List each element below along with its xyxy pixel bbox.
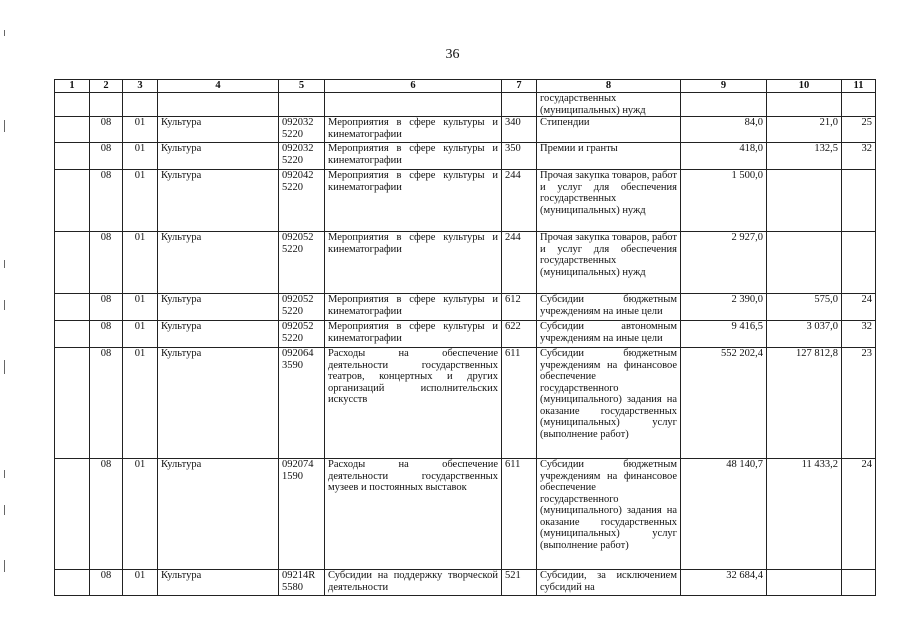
- cell-c9: 552 202,4: [681, 348, 767, 459]
- cell-c4: Культура: [158, 117, 279, 143]
- cell-c3: 01: [123, 294, 158, 321]
- cell-c8: Субсидии бюджетным учреждениям на иные цели: [537, 294, 681, 321]
- cell-c10: [767, 232, 842, 294]
- table-row: [55, 459, 876, 570]
- cell-c8: Субсидии, за исключением субсидий на: [537, 570, 681, 596]
- cell-c5: 092074 1590: [279, 459, 325, 570]
- cell-c9: 32 684,4: [681, 570, 767, 596]
- cell-c3: [123, 93, 158, 117]
- cell-c5: 092042 5220: [279, 170, 325, 232]
- cell-c7: 244: [502, 170, 537, 232]
- cell-c10: 575,0: [767, 294, 842, 321]
- cell-c1: [55, 570, 90, 596]
- cell-c8: Прочая закупка товаров, работ и услуг для обеспечения государственных (муниципальных) нужд: [537, 232, 681, 294]
- table-row: [55, 348, 876, 459]
- cell-c11: 24: [842, 459, 876, 570]
- table-row: [55, 232, 876, 294]
- cell-c5: 09214R 5580: [279, 570, 325, 596]
- cell-c9: 2 390,0: [681, 294, 767, 321]
- header-cell: 5: [279, 80, 325, 93]
- cell-c10: 21,0: [767, 117, 842, 143]
- cell-c3: 01: [123, 170, 158, 232]
- cell-c6: Мероприятия в сфере культуры и кинематографии: [325, 294, 502, 321]
- table-row: [55, 321, 876, 348]
- cell-c9: 2 927,0: [681, 232, 767, 294]
- table-row: [55, 143, 876, 170]
- cell-c4: Культура: [158, 459, 279, 570]
- cell-c11: 32: [842, 321, 876, 348]
- cell-c7: 611: [502, 348, 537, 459]
- cell-c8: государственных (муниципальных) нужд: [537, 93, 681, 117]
- cell-c6: Мероприятия в сфере культуры и кинематографии: [325, 321, 502, 348]
- cell-c1: [55, 459, 90, 570]
- cell-c8: Премии и гранты: [537, 143, 681, 170]
- cell-c2: 08: [90, 459, 123, 570]
- table-row: [55, 570, 876, 596]
- cell-c7: 350: [502, 143, 537, 170]
- header-cell: 3: [123, 80, 158, 93]
- cell-c10: 132,5: [767, 143, 842, 170]
- cell-c2: 08: [90, 232, 123, 294]
- header-cell: 9: [681, 80, 767, 93]
- cell-c6: Расходы на обеспечение деятельности государственных театров, концертных и других организаций исполнительских искусств: [325, 348, 502, 459]
- budget-table: [54, 79, 876, 596]
- cell-c10: 3 037,0: [767, 321, 842, 348]
- cell-c5: 092052 5220: [279, 294, 325, 321]
- cell-c4: Культура: [158, 232, 279, 294]
- cell-c4: [158, 93, 279, 117]
- cell-c6: Субсидии на поддержку творческой деятельности: [325, 570, 502, 596]
- cell-c9: 1 500,0: [681, 170, 767, 232]
- cell-c8: Субсидии автономным учреждениям на иные цели: [537, 321, 681, 348]
- cell-c9: 9 416,5: [681, 321, 767, 348]
- header-cell: 2: [90, 80, 123, 93]
- cell-c5: 092032 5220: [279, 117, 325, 143]
- page-number: 36: [445, 47, 460, 62]
- cell-c11: [842, 570, 876, 596]
- cell-c2: [90, 93, 123, 117]
- cell-c3: 01: [123, 117, 158, 143]
- cell-c4: Культура: [158, 321, 279, 348]
- cell-c1: [55, 143, 90, 170]
- cell-c3: 01: [123, 321, 158, 348]
- table-row: [55, 294, 876, 321]
- cell-c11: 32: [842, 143, 876, 170]
- cell-c5: 092064 3590: [279, 348, 325, 459]
- cell-c5: 092032 5220: [279, 143, 325, 170]
- cell-c2: 08: [90, 294, 123, 321]
- header-cell: 11: [842, 80, 876, 93]
- header-cell: 7: [502, 80, 537, 93]
- cell-c11: 23: [842, 348, 876, 459]
- scan-margin-marks: [2, 0, 8, 640]
- cell-c7: 612: [502, 294, 537, 321]
- cell-c5: [279, 93, 325, 117]
- cell-c7: 611: [502, 459, 537, 570]
- cell-c2: 08: [90, 117, 123, 143]
- cell-c6: Мероприятия в сфере культуры и кинематографии: [325, 232, 502, 294]
- cell-c9: 418,0: [681, 143, 767, 170]
- cell-c1: [55, 321, 90, 348]
- header-cell: 8: [537, 80, 681, 93]
- cell-c6: Мероприятия в сфере культуры и кинематографии: [325, 143, 502, 170]
- cell-c1: [55, 170, 90, 232]
- cell-c3: 01: [123, 570, 158, 596]
- cell-c7: 622: [502, 321, 537, 348]
- cell-c10: [767, 170, 842, 232]
- cell-c8: Субсидии бюджетным учреждениям на финансовое обеспечение государственного (муниципального) задания на оказание государственных (муниципальных) услуг (выполнение работ): [537, 459, 681, 570]
- cell-c2: 08: [90, 348, 123, 459]
- cell-c6: Расходы на обеспечение деятельности государственных музеев и постоянных выставок: [325, 459, 502, 570]
- header-cell: 6: [325, 80, 502, 93]
- cell-c11: [842, 93, 876, 117]
- cell-c10: [767, 93, 842, 117]
- cell-c1: [55, 117, 90, 143]
- cell-c9: 84,0: [681, 117, 767, 143]
- cell-c4: Культура: [158, 348, 279, 459]
- cell-c6: Мероприятия в сфере культуры и кинематографии: [325, 117, 502, 143]
- cell-c3: 01: [123, 348, 158, 459]
- header-cell: 10: [767, 80, 842, 93]
- cell-c1: [55, 294, 90, 321]
- cell-c7: 521: [502, 570, 537, 596]
- cell-c8: Стипендии: [537, 117, 681, 143]
- cell-c2: 08: [90, 321, 123, 348]
- cell-c10: 11 433,2: [767, 459, 842, 570]
- cell-c7: 244: [502, 232, 537, 294]
- cell-c8: Прочая закупка товаров, работ и услуг для обеспечения государственных (муниципальных) нужд: [537, 170, 681, 232]
- cell-c2: 08: [90, 170, 123, 232]
- table-row: [55, 117, 876, 143]
- cell-c4: Культура: [158, 294, 279, 321]
- cell-c2: 08: [90, 570, 123, 596]
- cell-c11: 25: [842, 117, 876, 143]
- cell-c11: [842, 232, 876, 294]
- cell-c1: [55, 232, 90, 294]
- cell-c7: 340: [502, 117, 537, 143]
- cell-c7: [502, 93, 537, 117]
- cell-c5: 092052 5220: [279, 321, 325, 348]
- header-row: [55, 80, 876, 93]
- cell-c4: Культура: [158, 570, 279, 596]
- cell-c3: 01: [123, 143, 158, 170]
- cell-c4: Культура: [158, 170, 279, 232]
- cell-c2: 08: [90, 143, 123, 170]
- cell-c3: 01: [123, 232, 158, 294]
- cell-c3: 01: [123, 459, 158, 570]
- cell-c10: 127 812,8: [767, 348, 842, 459]
- cell-c6: [325, 93, 502, 117]
- cell-c8: Субсидии бюджетным учреждениям на финансовое обеспечение государственного (муниципального) задания на оказание государственных (муниципальных) услуг (выполнение работ): [537, 348, 681, 459]
- cell-c11: 24: [842, 294, 876, 321]
- cell-c5: 092052 5220: [279, 232, 325, 294]
- cell-c9: [681, 93, 767, 117]
- table-row: [55, 93, 876, 117]
- cell-c6: Мероприятия в сфере культуры и кинематографии: [325, 170, 502, 232]
- header-cell: 1: [55, 80, 90, 93]
- cell-c9: 48 140,7: [681, 459, 767, 570]
- header-cell: 4: [158, 80, 279, 93]
- cell-c10: [767, 570, 842, 596]
- cell-c1: [55, 93, 90, 117]
- cell-c1: [55, 348, 90, 459]
- cell-c4: Культура: [158, 143, 279, 170]
- cell-c11: [842, 170, 876, 232]
- table-row: [55, 170, 876, 232]
